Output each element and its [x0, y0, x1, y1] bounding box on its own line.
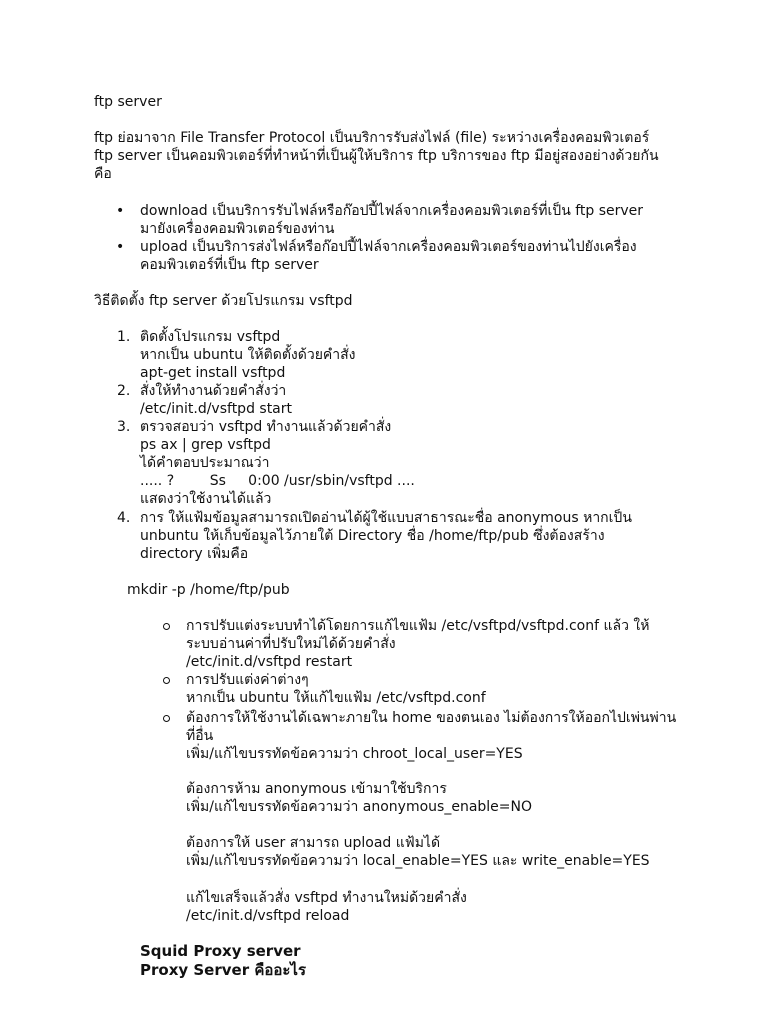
sub-item-text: ที่อื่น — [186, 728, 214, 744]
intro-line: คือ — [94, 166, 112, 182]
sub-item-command: /etc/init.d/vsftpd reload — [186, 908, 350, 924]
bullet-marker: • — [116, 239, 125, 255]
page-heading: ftp server — [94, 94, 162, 110]
sub-item-text: ต้องการให้ใช้งานได้เฉพาะภายใน home ของตนเอง ไม่ต้องการให้ออกไปเพ่นพ่าน — [186, 710, 677, 726]
step-text: สั่งให้ทำงานด้วยคำสั่งว่า — [140, 383, 287, 399]
step-text: ได้คำตอบประมาณว่า — [140, 455, 270, 471]
sub-item-text: ต้องการห้าม anonymous เข้ามาใช้บริการ — [186, 781, 447, 797]
bullet-marker: • — [116, 203, 125, 219]
intro-line: ftp ย่อมาจาก File Transfer Protocol เป็นบริการรับส่งไฟล์ (file) ระหว่างเครื่องคอมพิวเตอร์ — [94, 130, 650, 146]
mkdir-command: mkdir -p /home/ftp/pub — [127, 582, 290, 598]
step-command: ps ax | grep vsftpd — [140, 437, 271, 453]
install-heading: วิธีติดตั้ง ftp server ด้วยโปรแกรม vsftpd — [94, 293, 353, 309]
circle-bullet-icon — [163, 715, 170, 722]
step-text: แสดงว่าใช้งานได้แล้ว — [140, 491, 272, 507]
squid-subheading: Proxy Server คืออะไร — [140, 961, 307, 979]
intro-line: ftp server เป็นคอมพิวเตอร์ที่ทำหน้าที่เป็นผู้ให้บริการ ftp บริการของ ftp มีอยู่สองอย่างด้วยกัน — [94, 148, 659, 164]
sub-item-text: การปรับแต่งค่าต่างๆ — [186, 672, 309, 688]
step-text: directory เพิ่มคือ — [140, 546, 249, 562]
squid-heading: Squid Proxy server — [140, 942, 301, 960]
sub-item-text: เพิ่ม/แก้ไขบรรทัดข้อความว่า anonymous_enable=NO — [186, 799, 533, 815]
step-command: /etc/init.d/vsftpd start — [140, 401, 293, 417]
sub-item-text: ต้องการให้ user สามารถ upload แฟ้มได้ — [186, 835, 441, 851]
step-text: ตรวจสอบว่า vsftpd ทำงานแล้วด้วยคำสั่ง — [140, 419, 392, 435]
circle-bullet-icon — [163, 623, 170, 630]
circle-bullet-icon — [163, 677, 170, 684]
sub-item-command: /etc/init.d/vsftpd restart — [186, 654, 353, 670]
step-text: การ ให้แฟ้มข้อมูลสามารถเปิดอ่านได้ผู้ใช้แบบสาธารณะชื่อ anonymous หากเป็น — [140, 510, 632, 526]
step-number: 2. — [117, 383, 131, 399]
step-output: ..... ? Ss 0:00 /usr/sbin/vsftpd .... — [140, 473, 415, 489]
sub-item-text: ระบบอ่านค่าที่ปรับใหม่ได้ด้วยคำสั่ง — [186, 636, 396, 652]
sub-item-text: หากเป็น ubuntu ให้แก้ไขแฟ้ม /etc/vsftpd.conf — [186, 690, 486, 706]
bullet-text: มายังเครื่องคอมพิวเตอร์ของท่าน — [140, 221, 335, 237]
step-text: หากเป็น ubuntu ให้ติดตั้งด้วยคำสั่ง — [140, 347, 356, 363]
sub-item-text: การปรับแต่งระบบทำได้โดยการแก้ไขแฟ้ม /etc/vsftpd/vsftpd.conf แล้ว ให้ — [186, 618, 650, 634]
bullet-text: คอมพิวเตอร์ที่เป็น ftp server — [140, 257, 319, 273]
step-text: ติดตั้งโปรแกรม vsftpd — [140, 329, 281, 345]
sub-item-text: เพิ่ม/แก้ไขบรรทัดข้อความว่า local_enable=YES และ write_enable=YES — [186, 853, 650, 869]
bullet-text: download เป็นบริการรับไฟล์หรือก๊อปปี้ไฟล์จากเครื่องคอมพิวเตอร์ที่เป็น ftp server — [140, 203, 644, 219]
bullet-text: upload เป็นบริการส่งไฟล์หรือก๊อปปี้ไฟล์จากเครื่องคอมพิวเตอร์ของท่านไปยังเครื่อง — [140, 239, 637, 255]
step-number: 3. — [117, 419, 131, 435]
step-number: 1. — [117, 329, 131, 345]
step-command: apt-get install vsftpd — [140, 365, 286, 381]
step-text: unbuntu ให้เก็บข้อมูลไว้ภายใต้ Directory ชื่อ /home/ftp/pub ซึ่งต้องสร้าง — [140, 528, 605, 544]
step-number: 4. — [117, 510, 131, 526]
sub-item-text: เพิ่ม/แก้ไขบรรทัดข้อความว่า chroot_local_user=YES — [186, 746, 523, 762]
sub-item-text: แก้ไขเสร็จแล้วสั่ง vsftpd ทำงานใหม่ด้วยคำสั่ง — [186, 890, 467, 906]
